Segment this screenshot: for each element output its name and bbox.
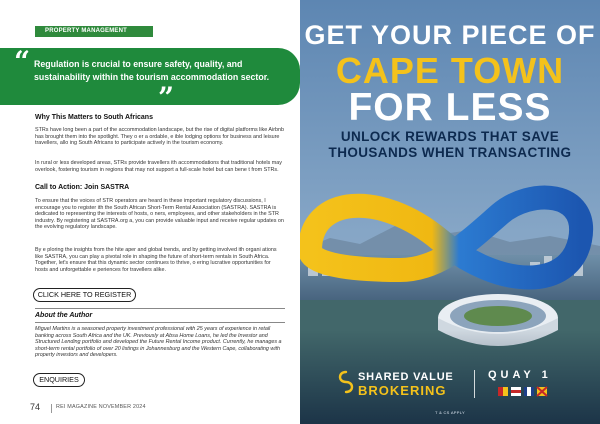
close-quote-icon: ” xyxy=(158,81,175,114)
subheadline-line-2: THOUSANDS WHEN TRANSACTING xyxy=(328,145,572,160)
subheadline-line-1: UNLOCK REWARDS THAT SAVE xyxy=(340,129,560,144)
magazine-issue: REI MAGAZINE NOVEMBER 2024 xyxy=(56,404,146,410)
divider xyxy=(35,322,285,323)
paragraph: STRs have long been a part of the accommodation landscape, but the rise of digital platforms like Airbnb has brought them into the spotlight. They o er a ordable, e ible lodging options for business and leisure travellers, allo ing South Africans to participate actively in the tourism economy. xyxy=(35,127,285,147)
paragraph: By e ploring the insights from the hite aper and global trends, and by getting involved ith organi ations like SASTRA, you can play a pivotal role in shaping the future of short-term rentals in South Africa. Together, let's ensure that this dynamic sector continues to thrive, o ering lucrative opportunities for hosts and unforgettable e periences for travellers alike. xyxy=(35,247,277,273)
register-button[interactable]: CLICK HERE TO REGISTER xyxy=(33,288,136,302)
enquiries-button[interactable]: ENQUIRIES xyxy=(33,373,85,387)
author-bio: Miguel Martins is a seasoned property investment professional with 25 years of experience in retail banking across South Africa and the UK. Previously at Absa Home Loans, he led the Investor and Structured Lending portfolio and developed the Future Rental Income product. Currently, he manages a short-term rental portfolio of over 20 listings in Johannesburg and the Western Cape, collaborating with property investors and developers. xyxy=(35,326,282,359)
brand-name-line-1: SHARED VALUE xyxy=(358,371,454,383)
section-heading-why: Why This Matters to South Africans xyxy=(35,114,153,121)
pull-quote-text: Regulation is crucial to ensure safety, quality, and sustainability within the tourism accommodation sector. xyxy=(34,59,270,82)
logo-divider xyxy=(474,370,475,398)
advert-page xyxy=(300,0,600,424)
terms-note: T & CS APPLY xyxy=(435,410,465,415)
page-number: 74 xyxy=(30,402,41,412)
headline-line-2: CAPE TOWN xyxy=(335,50,565,91)
about-author-heading: About the Author xyxy=(35,312,93,319)
partner-logo-text: QUAY 1 xyxy=(488,369,552,381)
paragraph: In rural or less developed areas, STRs provide travellers ith accommodations that traditional hotels may overlook, fostering tourism in regions that may not support a full-scale hotel but can bene t from STRs. xyxy=(35,160,282,173)
category-tag: PROPERTY MANAGEMENT xyxy=(35,26,153,37)
headline-line-3: FOR LESS xyxy=(348,86,552,129)
open-quote-icon: “ xyxy=(14,45,31,78)
paragraph: To ensure that the voices of STR operators are heard in these important regulatory discussions, I encourage you to register ith the South African Short-Term Rental Association (SASTRA). SASTRA is dedicated to representing the interests of hosts, o ners, employees, and other stakeholders in the STR industry. By registering at SASTRA.org a, you can provide valuable input and receive regular updates on the evolving regulatory landscape. xyxy=(35,198,284,231)
pull-quote xyxy=(0,45,300,114)
headline-line-1: GET YOUR PIECE OF xyxy=(304,20,596,50)
section-heading-call-to-action: Call to Action: Join SASTRA xyxy=(35,184,130,191)
divider xyxy=(35,308,285,309)
page-number-separator xyxy=(51,404,52,413)
brand-name-line-2: BROKERING xyxy=(358,383,447,398)
